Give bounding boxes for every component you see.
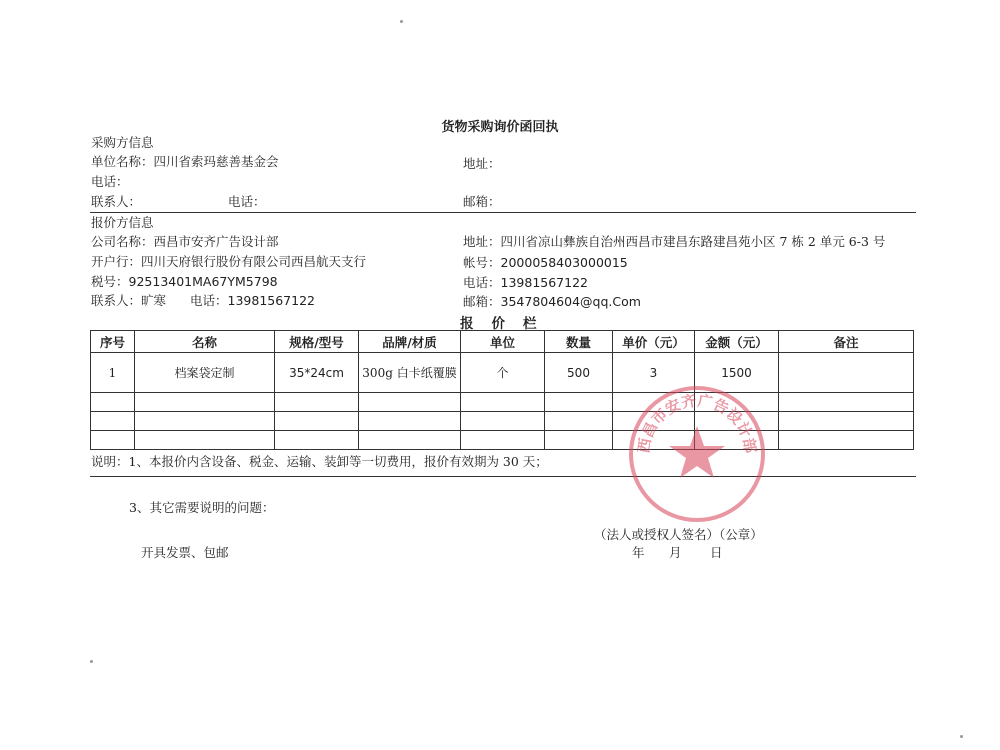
- table-row: [91, 353, 914, 393]
- document-title: 货物采购询价函回执: [441, 120, 559, 135]
- cell-quantity: 500: [545, 353, 613, 393]
- table-header-row: [91, 331, 914, 353]
- cell-empty: [275, 393, 359, 412]
- header-unit-price: 单价（元）: [613, 331, 695, 353]
- note-1: 说明：1、本报价内含设备、税金、运输、装卸等一切费用，报价有效期为 30 天；: [91, 454, 548, 469]
- quoter-email-label: 邮箱：: [463, 294, 501, 309]
- cell-brand: 300g 白卡纸覆膜: [359, 353, 461, 393]
- cell-name: 档案袋定制: [135, 353, 275, 393]
- quoter-bank-value: 四川天府银行股份有限公司西昌航天支行: [141, 254, 367, 269]
- quoter-email-value: 3547804604@qq.Com: [500, 294, 641, 309]
- signature-label: （法人或授权人签名）（公章）: [594, 527, 763, 542]
- quoter-bank-label: 开户行：: [91, 254, 142, 269]
- buyer-unit-row: [91, 154, 279, 170]
- cell-empty: [91, 412, 135, 431]
- table-row: [91, 431, 914, 450]
- buyer-phone-label: 电话：: [91, 174, 129, 189]
- quoter-address-label: 地址：: [463, 234, 501, 249]
- header-spec: 规格/型号: [275, 331, 359, 353]
- quoter-contact-label: 联系人：: [91, 293, 142, 308]
- quoter-heading: 报价方信息: [91, 215, 154, 230]
- cell-empty: [359, 431, 461, 450]
- cell-empty: [545, 412, 613, 431]
- cell-empty: [461, 393, 545, 412]
- buyer-unit-label: 单位名称：: [91, 154, 154, 169]
- cell-empty: [275, 412, 359, 431]
- cell-empty: [135, 412, 275, 431]
- note-3: 3、其它需要说明的问题：: [129, 500, 275, 515]
- quoter-company-label: 公司名称：: [91, 234, 154, 249]
- date-year: 年: [632, 545, 645, 560]
- quoter-email-row: [463, 294, 641, 310]
- quoter-contact-phone-value: 13981567122: [227, 293, 315, 308]
- quote-section-title: 报价栏: [460, 316, 555, 332]
- quoter-phone-value: 13981567122: [500, 275, 588, 290]
- quoter-phone-row: [463, 275, 588, 291]
- cell-empty: [545, 393, 613, 412]
- cell-empty: [359, 393, 461, 412]
- quoter-tax-value: 92513401MA67YM5798: [128, 274, 278, 289]
- scan-speck: [90, 660, 93, 663]
- cell-empty: [779, 393, 914, 412]
- quoter-tax-row: [91, 274, 278, 290]
- buyer-heading: 采购方信息: [91, 135, 154, 150]
- date-month: 月: [669, 545, 682, 560]
- table-row: [91, 393, 914, 412]
- cell-spec: 35*24cm: [275, 353, 359, 393]
- quote-table: [90, 330, 914, 450]
- quoter-contact-value: 旷寒: [141, 293, 167, 308]
- scan-speck: [400, 20, 403, 23]
- cell-unit: 个: [461, 353, 545, 393]
- cell-empty: [91, 393, 135, 412]
- header-quantity: 数量: [545, 331, 613, 353]
- cell-empty: [461, 412, 545, 431]
- company-seal-icon: [627, 384, 767, 524]
- buyer-email-label: 邮箱：: [463, 194, 501, 209]
- quoter-contact-row: [91, 293, 166, 309]
- quoter-company-value: 西昌市安齐广告设计部: [153, 234, 279, 249]
- quoter-company-row: [91, 234, 279, 250]
- cell-empty: [135, 393, 275, 412]
- header-remark: 备注: [779, 331, 914, 353]
- header-unit: 单位: [461, 331, 545, 353]
- quoter-contact-phone-label: 电话：: [190, 293, 228, 308]
- cell-unit-price: 3: [613, 353, 695, 393]
- scan-speck: [960, 735, 963, 738]
- buyer-contact-phone-label: 电话：: [228, 194, 266, 209]
- quoter-contact-phone-row: [190, 293, 315, 309]
- buyer-unit-value: 四川省索玛慈善基金会: [153, 154, 279, 169]
- cell-index: 1: [91, 353, 135, 393]
- cell-empty: [779, 431, 914, 450]
- quoter-address-value: 四川省凉山彝族自治州西昌市建昌东路建昌苑小区 7 栋 2 单元 6-3 号: [500, 234, 886, 249]
- cell-empty: [461, 431, 545, 450]
- quoter-account-label: 帐号：: [463, 255, 501, 270]
- cell-empty: [779, 412, 914, 431]
- divider-line: [90, 476, 916, 477]
- cell-amount: 1500: [695, 353, 779, 393]
- quoter-account-value: 2000058403000015: [500, 255, 628, 270]
- quoter-bank-row: [91, 254, 366, 270]
- buyer-contact-label: 联系人：: [91, 194, 142, 209]
- quoter-phone-label: 电话：: [463, 275, 501, 290]
- quoter-address-row: [463, 234, 885, 250]
- header-brand: 品牌/材质: [359, 331, 461, 353]
- quoter-tax-label: 税号：: [91, 274, 129, 289]
- header-index: 序号: [91, 331, 135, 353]
- header-name: 名称: [135, 331, 275, 353]
- header-amount: 金额（元）: [695, 331, 779, 353]
- date-day: 日: [710, 545, 723, 560]
- cell-empty: [275, 431, 359, 450]
- quoter-account-row: [463, 255, 628, 271]
- note-3-content: 开具发票、包邮: [141, 545, 229, 560]
- divider-line: [90, 212, 916, 213]
- cell-empty: [91, 431, 135, 450]
- cell-empty: [359, 412, 461, 431]
- cell-remark: [779, 353, 914, 393]
- cell-empty: [545, 431, 613, 450]
- seal-text: 西昌市安齐广告设计部: [634, 391, 760, 455]
- cell-empty: [135, 431, 275, 450]
- table-row: [91, 412, 914, 431]
- buyer-address-label: 地址：: [463, 156, 501, 171]
